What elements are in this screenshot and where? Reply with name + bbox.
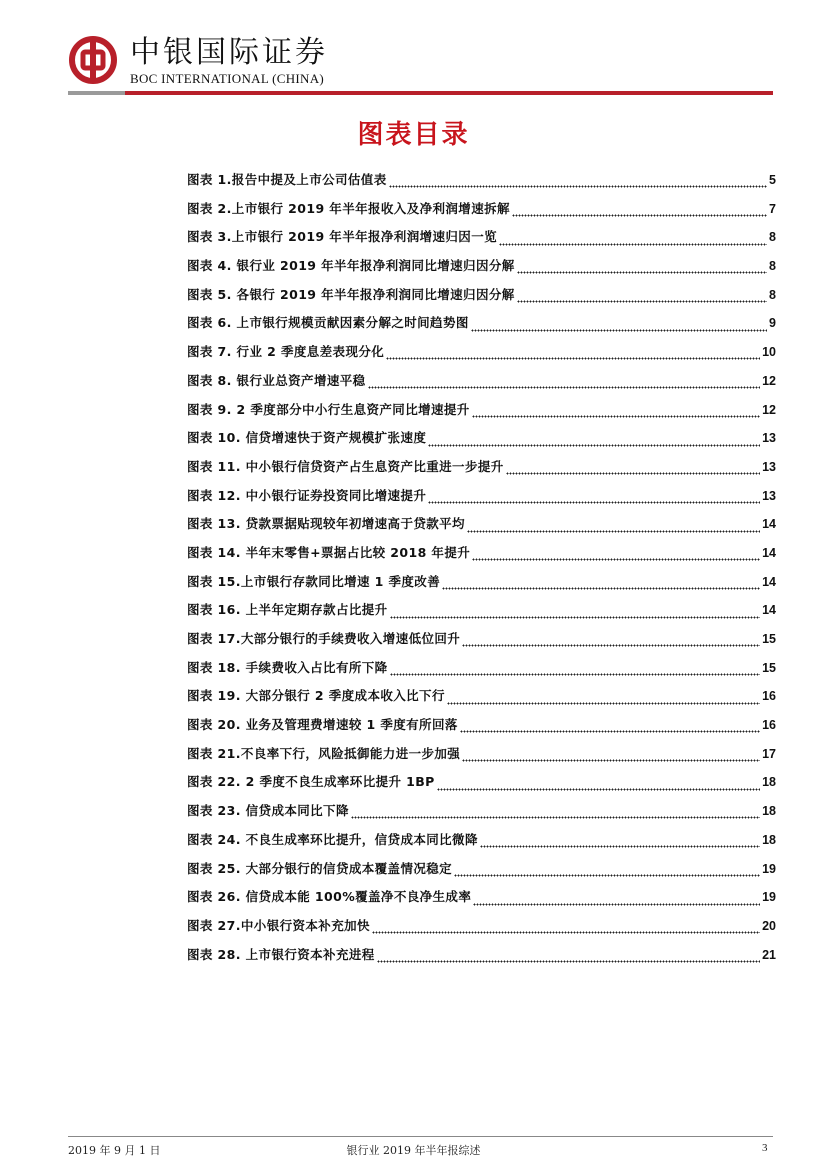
toc-entry[interactable]	[187, 596, 776, 625]
toc-entry-page[interactable]: 15	[762, 660, 776, 675]
toc-entry-label[interactable]: 图表 7. 行业 2 季度息差表现分化	[187, 344, 385, 360]
toc-entry-label[interactable]: 图表 8. 银行业总资产增速平稳	[187, 372, 366, 388]
toc-entry-label[interactable]: 图表 4. 银行业 2019 年半年报净利润同比增速归因分解	[187, 258, 515, 274]
toc-entry-page[interactable]: 14	[762, 517, 776, 532]
toc-entry-page[interactable]: 8	[769, 259, 776, 274]
toc-entry[interactable]	[187, 510, 776, 539]
page-title: 图表目录	[357, 120, 470, 150]
toc-entry-page[interactable]: 5	[769, 173, 776, 187]
toc-entry-label[interactable]: 图表 21.不良率下行，风险抵御能力进一步加强	[187, 745, 461, 761]
toc-entry-label[interactable]: 图表 9. 2 季度部分中小行生息资产同比增速提升	[187, 401, 470, 417]
toc-leader-dots	[472, 551, 760, 561]
toc-entry-label[interactable]: 图表 5. 各银行 2019 年半年报净利润同比增速归因分解	[187, 286, 515, 302]
toc-entry-page[interactable]: 14	[762, 574, 776, 589]
toc-leader-dots	[462, 752, 760, 762]
toc-leader-dots	[471, 322, 767, 332]
brand-name-en: BOC INTERNATIONAL (CHINA)	[130, 71, 325, 86]
toc-entry[interactable]	[187, 883, 776, 912]
toc-leader-dots	[386, 350, 760, 360]
toc-entry-label[interactable]: 图表 2.上市银行 2019 年半年报收入及净利润增速拆解	[187, 200, 510, 216]
toc-entry[interactable]	[187, 711, 776, 740]
toc-entry-page[interactable]: 9	[769, 316, 776, 331]
toc-entry-page[interactable]: 8	[769, 287, 776, 302]
toc-entry-page[interactable]: 12	[762, 402, 776, 417]
toc-entry[interactable]	[187, 912, 776, 941]
toc-leader-dots	[467, 523, 760, 533]
toc-entry-page[interactable]: 20	[762, 918, 776, 933]
toc-leader-dots	[428, 437, 760, 447]
toc-entry-page[interactable]: 10	[762, 345, 776, 360]
toc-entry-label[interactable]: 图表 25. 大部分银行的信贷成本覆盖情况稳定	[187, 860, 453, 876]
toc-entry-page[interactable]: 13	[762, 459, 776, 474]
toc-entry[interactable]	[187, 826, 776, 855]
toc-entry[interactable]	[187, 654, 776, 683]
toc-entry[interactable]	[187, 424, 776, 453]
toc-leader-dots	[428, 494, 760, 504]
toc-entry[interactable]	[187, 797, 776, 826]
toc-leader-dots	[460, 723, 760, 733]
toc-entry[interactable]	[187, 682, 776, 711]
toc-entry-label[interactable]: 图表 6. 上市银行规模贡献因素分解之时间趋势图	[187, 315, 469, 331]
toc-leader-dots	[472, 408, 760, 418]
toc-entry-label[interactable]: 图表 3.上市银行 2019 年半年报净利润增速归因一览	[187, 229, 497, 245]
toc-entry-page[interactable]: 16	[762, 718, 776, 733]
toc-leader-dots	[517, 264, 767, 274]
footer-report-title: 银行业 2019 年半年报综述	[346, 1144, 481, 1157]
toc-leader-dots	[517, 293, 767, 303]
toc-entry-label[interactable]: 图表 1.报告中提及上市公司估值表	[187, 172, 387, 187]
toc-entry[interactable]	[187, 166, 776, 195]
toc-entry-page[interactable]: 16	[762, 689, 776, 704]
toc-entry-page[interactable]: 18	[762, 832, 776, 847]
toc-entry-label[interactable]: 图表 18. 手续费收入占比有所下降	[187, 659, 388, 675]
header-rule-gray	[68, 91, 125, 95]
toc-leader-dots	[447, 695, 760, 705]
toc-entry-page[interactable]: 18	[762, 804, 776, 819]
footer-date: 2019 年 9 月 1 日	[68, 1144, 161, 1157]
toc-entry-label[interactable]: 图表 14. 半年末零售+票据占比较 2018 年提升	[187, 544, 471, 560]
toc-entry-page[interactable]: 14	[762, 545, 776, 560]
toc-entry[interactable]	[187, 195, 776, 224]
toc-entry-label[interactable]: 图表 23. 信贷成本同比下降	[187, 803, 349, 819]
toc-entry-label[interactable]: 图表 28. 上市银行资本补充进程	[187, 946, 375, 962]
toc-entry[interactable]	[187, 539, 776, 568]
toc-entry-page[interactable]: 19	[762, 890, 776, 905]
toc-entry-page[interactable]: 18	[762, 775, 776, 790]
toc-entry[interactable]	[187, 740, 776, 769]
toc-entry-page[interactable]: 17	[762, 746, 776, 761]
toc-entry[interactable]	[187, 338, 776, 367]
toc-leader-dots	[454, 867, 760, 877]
toc-list	[187, 166, 776, 969]
toc-entry-label[interactable]: 图表 19. 大部分银行 2 季度成本收入比下行	[187, 688, 445, 704]
toc-entry[interactable]	[187, 941, 776, 970]
toc-entry-label[interactable]: 图表 15.上市银行存款同比增速 1 季度改善	[187, 573, 441, 589]
toc-leader-dots	[390, 609, 761, 619]
toc-leader-dots	[506, 465, 760, 475]
toc-entry[interactable]	[187, 252, 776, 281]
toc-entry[interactable]	[187, 482, 776, 511]
toc-entry-page[interactable]: 21	[762, 947, 776, 962]
toc-entry-label[interactable]: 图表 24. 不良生成率环比提升，信贷成本同比微降	[187, 831, 478, 847]
toc-entry-page[interactable]: 13	[762, 431, 776, 446]
toc-entry-page[interactable]: 12	[762, 373, 776, 388]
footer-page-number: 3	[762, 1142, 768, 1154]
toc-entry-page[interactable]: 8	[769, 230, 776, 245]
toc-entry-page[interactable]: 7	[769, 201, 776, 216]
toc-entry[interactable]	[187, 453, 776, 482]
toc-entry[interactable]	[187, 281, 776, 310]
toc-leader-dots	[512, 207, 767, 217]
toc-leader-dots	[390, 666, 761, 676]
toc-entry-page[interactable]: 13	[762, 488, 776, 503]
toc-entry[interactable]	[187, 625, 776, 654]
toc-entry-page[interactable]: 14	[762, 603, 776, 618]
toc-entry-label[interactable]: 图表 10. 信贷增速快于资产规模扩张速度	[187, 430, 427, 446]
toc-leader-dots	[499, 236, 767, 246]
toc-leader-dots	[368, 379, 761, 389]
toc-leader-dots	[462, 637, 760, 647]
toc-leader-dots	[351, 809, 760, 819]
brand-name-cn: 中银国际证券	[130, 35, 328, 70]
boc-logo-icon	[68, 35, 118, 85]
footer-rule	[68, 1136, 773, 1137]
toc-leader-dots	[480, 838, 760, 848]
toc-entry[interactable]	[187, 568, 776, 597]
toc-entry-label[interactable]: 图表 17.大部分银行的手续费收入增速低位回升	[187, 631, 461, 646]
toc-leader-dots	[377, 953, 760, 963]
toc-entry-label[interactable]: 图表 12. 中小银行证券投资同比增速提升	[187, 487, 427, 503]
toc-entry-label[interactable]: 图表 13. 贷款票据贴现较年初增速高于贷款平均	[187, 516, 465, 532]
toc-entry[interactable]	[187, 855, 776, 884]
header-rule-red	[125, 91, 773, 95]
toc-entry[interactable]	[187, 396, 776, 425]
toc-entry[interactable]	[187, 309, 776, 338]
toc-leader-dots	[437, 781, 760, 791]
toc-entry-label[interactable]: 图表 26. 信贷成本能 100%覆盖净不良净生成率	[187, 889, 472, 905]
toc-leader-dots	[473, 896, 760, 906]
toc-entry[interactable]	[187, 223, 776, 252]
toc-entry-label[interactable]: 图表 20. 业务及管理费增速较 1 季度有所回落	[187, 717, 458, 733]
toc-entry-label[interactable]: 图表 22. 2 季度不良生成率环比提升 1BP	[187, 774, 435, 790]
toc-leader-dots	[442, 580, 760, 590]
toc-entry-page[interactable]: 19	[762, 861, 776, 876]
toc-leader-dots	[372, 924, 760, 934]
toc-entry[interactable]	[187, 768, 776, 797]
toc-entry-page[interactable]: 15	[762, 632, 776, 646]
toc-entry-label[interactable]: 图表 27.中小银行资本补充加快	[187, 917, 370, 933]
toc-entry-label[interactable]: 图表 11. 中小银行信贷资产占生息资产比重进一步提升	[187, 458, 504, 474]
toc-entry-label[interactable]: 图表 16. 上半年定期存款占比提升	[187, 602, 388, 618]
toc-entry[interactable]	[187, 367, 776, 396]
toc-leader-dots	[389, 178, 767, 188]
